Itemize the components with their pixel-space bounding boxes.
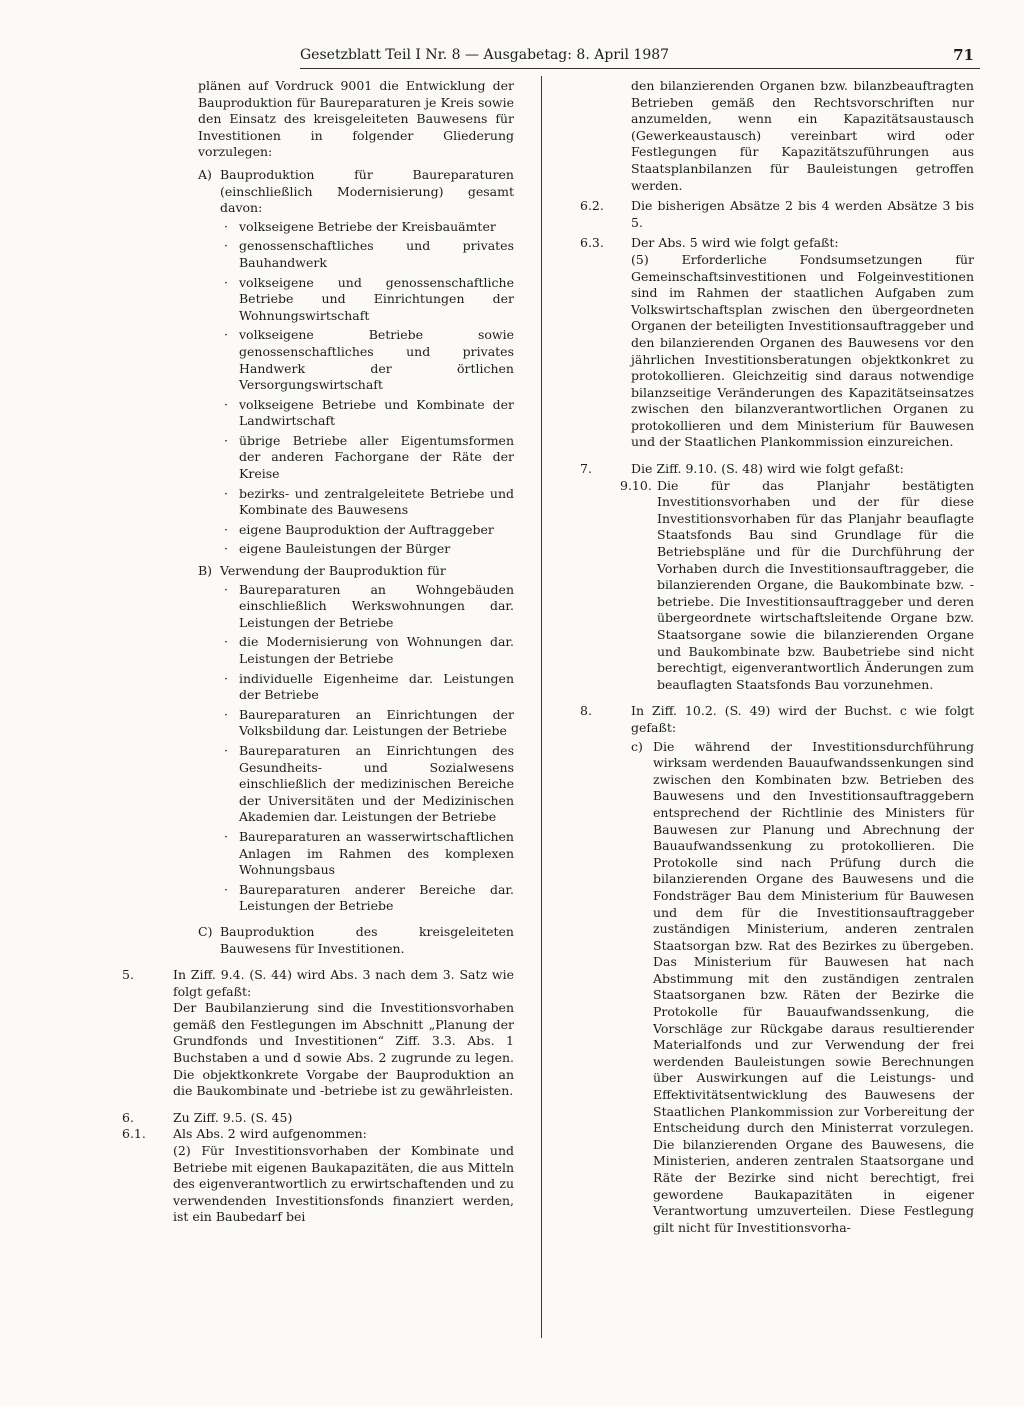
section-c xyxy=(198,924,514,957)
section-c-label: C) xyxy=(198,923,213,939)
list-item: · eigene Bauproduktion der Auftraggeber xyxy=(220,522,514,539)
section-b xyxy=(198,563,514,918)
list-item: · übrige Betriebe aller Eigentumsformen der anderen Fachorgane der Räte der Kreise xyxy=(220,433,514,483)
section-9-10-body: Die für das Planjahr bestätigten Investitionsvorhaben und der für diese Investitionsvorhaben für das Planjahr beauflagte Staatsfonds Bau sind Grundlage für die Betriebspläne und für die Durchführung der Vorhaben durch die Investitionsauftraggeber, die bilanzierenden Organe, die Baukombinate bzw. -betriebe. Die Investitionsauftraggeber und deren übergeordnete wirtschaftsleitende Organe bzw. Staatsorgane sowie die bilanzierenden Organe und Baukombinate bzw. Baubetriebe sind nicht berechtigt, eigenverantwortlich Änderungen zum beauflagten Staatsfonds Bau vorzunehmen. xyxy=(657,477,974,692)
section-number: 7. xyxy=(580,461,592,477)
section-5 xyxy=(122,967,514,1100)
list-item: · die Modernisierung von Wohnungen dar. Leistungen der Betriebe xyxy=(220,634,514,667)
continuation-paragraph: den bilanzierenden Organen bzw. bilanzbeauftragten Betrieben gemäß den Rechtsvorschriften nur anzumelden, wenn ein Kapazitätsaustausch (Gewerkeaustausch) vereinbart wird oder Festlegungen für Kapazitätszuführungen aus Staatsplanbilanzen für Bauleistungen getroffen werden. xyxy=(631,78,974,193)
section-6-1-body: (2) Für Investitionsvorhaben der Kombinate und Betriebe mit eigenen Baukapazitäten, die aus Mitteln des eigenverantwortlich zu erwirtschaftenden und zu verwendenden Investitionsfonds finanziert werden, ist ein Baubedarf bei xyxy=(173,1143,514,1225)
section-6-3-body: (5) Erforderliche Fondsumsetzungen für Gemeinschaftsinvestitionen und Folgeinvestitionen sind im Rahmen der staatlichen Aufgaben zum Volkswirtschaftsplan zwischen den übergeordneten Organen der beteiligten Investitionsauftraggeber und den bilanzierenden Organen des Bauwesens vor den jährlichen Investitionsberatungen objektkonkret zu protokollieren. Gleichzeitig sind daraus notwendige bilanzseitige Veränderungen des Kapazitätseinsatzes zwischen den bilanzverantwortlichen Organen zu protokollieren und dem Ministerium für Bauwesen und der Staatlichen Plankommission einzureichen. xyxy=(631,251,974,450)
list-item: · eigene Bauleistungen der Bürger xyxy=(220,541,514,558)
section-6 xyxy=(122,1110,514,1127)
section-number: 5. xyxy=(122,967,134,983)
column-divider xyxy=(541,76,542,1338)
section-6-1 xyxy=(122,1126,514,1226)
list-item: · volkseigene und genossenschaftliche Betriebe und Einrichtungen der Wohnungswirtschaft xyxy=(220,275,514,325)
page-number: 71 xyxy=(953,46,974,64)
list-item: · Baureparaturen an Wohngebäuden einschließlich Werkswohnungen dar. Leistungen der Betriebe xyxy=(220,582,514,632)
section-8 xyxy=(580,703,974,1236)
section-9-10 xyxy=(620,478,974,694)
section-6-3 xyxy=(580,235,974,451)
section-a-list xyxy=(220,219,514,558)
section-8-c xyxy=(631,739,974,1237)
section-7 xyxy=(580,461,974,478)
header-title: Gesetzblatt Teil I Nr. 8 — Ausgabetag: 8. April 1987 xyxy=(300,47,670,63)
list-item: · volkseigene Betriebe sowie genossenschaftliches und privates Handwerk der örtlichen Versorgungswirtschaft xyxy=(220,327,514,393)
section-number: 9.10. xyxy=(620,477,652,493)
list-item: · Baureparaturen an wasserwirtschaftlichen Anlagen im Rahmen des komplexen Wohnungsbaus xyxy=(220,829,514,879)
section-7-heading: Die Ziff. 9.10. (S. 48) wird wie folgt gefaßt: xyxy=(631,461,904,477)
section-5-body: Der Baubilanzierung sind die Investitionsvorhaben gemäß den Festlegungen im Abschnitt „Planung der Grundfonds und Investitionen“ Ziff. 3.3. Abs. 1 Buchstaben a und d sowie Abs. 2 zugrunde zu legen. Die objektkonkrete Vorgabe der Bauproduktion an die Baukombinate und -betriebe ist zu gewährleisten. xyxy=(173,1000,514,1099)
section-6-2-text: Die bisherigen Absätze 2 bis 4 werden Absätze 3 bis 5. xyxy=(631,198,974,230)
page-header xyxy=(300,46,980,64)
section-a xyxy=(198,167,514,561)
intro-paragraph: plänen auf Vordruck 9001 die Entwicklung der Bauproduktion für Baureparaturen je Kreis sowie den Einsatz des kreisgeleiteten Bauwesens für Investitionen in folgender Gliederung vorzulegen: xyxy=(198,78,514,160)
section-6-heading: Zu Ziff. 9.5. (S. 45) xyxy=(173,1109,293,1125)
section-b-text: Verwendung der Bauproduktion für xyxy=(220,563,446,579)
section-5-heading: In Ziff. 9.4. (S. 44) wird Abs. 3 nach dem 3. Satz wie folgt gefaßt: xyxy=(173,967,514,999)
list-item: · individuelle Eigenheime dar. Leistungen der Betriebe xyxy=(220,671,514,704)
list-item: · Baureparaturen anderer Bereiche dar. Leistungen der Betriebe xyxy=(220,882,514,915)
list-item: · Baureparaturen an Einrichtungen der Volksbildung dar. Leistungen der Betriebe xyxy=(220,707,514,740)
list-item: · Baureparaturen an Einrichtungen des Gesundheits- und Sozialwesens einschließlich der medizinischen Bereiche der Universitäten und der Medizinischen Akademien dar. Leistungen der Betriebe xyxy=(220,743,514,826)
section-8-c-label: c) xyxy=(631,738,643,754)
section-number: 6. xyxy=(122,1109,134,1125)
list-item: · volkseigene Betriebe und Kombinate der Landwirtschaft xyxy=(220,397,514,430)
section-a-text: Bauproduktion für Baureparaturen (einschließlich Modernisierung) gesamt davon: xyxy=(220,166,514,216)
section-number: 6.1. xyxy=(122,1126,146,1142)
section-6-2 xyxy=(580,198,974,231)
section-6-3-heading: Der Abs. 5 wird wie folgt gefaßt: xyxy=(631,235,839,251)
list-item: · volkseigene Betriebe der Kreisbauämter xyxy=(220,219,514,236)
right-column xyxy=(580,78,974,1236)
list-item: · genossenschaftliches und privates Bauhandwerk xyxy=(220,238,514,271)
list-item: · bezirks- und zentralgeleitete Betriebe und Kombinate des Bauwesens xyxy=(220,486,514,519)
section-c-text: Bauproduktion des kreisgeleiteten Bauwesens für Investitionen. xyxy=(220,923,514,956)
section-a-label: A) xyxy=(198,166,212,182)
section-number: 8. xyxy=(580,703,592,719)
section-8-heading: In Ziff. 10.2. (S. 49) wird der Buchst. c wie folgt gefaßt: xyxy=(631,703,974,735)
left-column xyxy=(122,78,514,1226)
header-rule xyxy=(300,68,980,69)
section-number: 6.3. xyxy=(580,235,604,251)
section-6-1-heading: Als Abs. 2 wird aufgenommen: xyxy=(173,1126,367,1142)
section-8-c-body: Die während der Investitionsdurchführung wirksam werdenden Bauaufwandssenkungen sind zwischen den Kombinaten bzw. Betrieben des Bauwesens und den Investitionsauftraggebern entsprechend der Richtlinie des Ministers für Bauwesen zur Planung und Abrechnung der Bauaufwandssenkung zu protokollieren. Die Protokolle sind nach Prüfung durch die bilanzierenden Organe des Bauwesens und die Fondsträger Bau dem Ministerium für Bauwesen und dem für die Investitionsauftraggeber zuständigen Ministerium, anderen zentralen Staatsorgan bzw. Rat des Bezirkes zu übergeben. Das Ministerium für Bauwesen hat nach Abstimmung mit den zuständigen zentralen Staatsorganen bzw. Räten der Bezirke die Protokolle für Bauaufwandssenkung, die Vorschläge zur Rückgabe daraus resultierender Materialfonds und zur Verwendung der frei werdenden Bauleistungen sowie Berechnungen über Auswirkungen auf die Leistungs- und Effektivitätsentwicklung des Bauwesens der Staatlichen Plankommission zur Vorbereitung der Entscheidung durch den Ministerrat vorzulegen. Die bilanzierenden Organe des Bauwesens, die Ministerien, anderen zentralen Staatsorgane und Räte der Bezirke sind nicht berechtigt, frei gewordene Baukapazitäten in eigener Verantwortung umzuverteilen. Diese Festlegung gilt nicht für Investitionsvorha- xyxy=(653,738,974,1235)
section-b-label: B) xyxy=(198,563,213,579)
section-number: 6.2. xyxy=(580,198,604,214)
section-b-list xyxy=(220,582,514,915)
